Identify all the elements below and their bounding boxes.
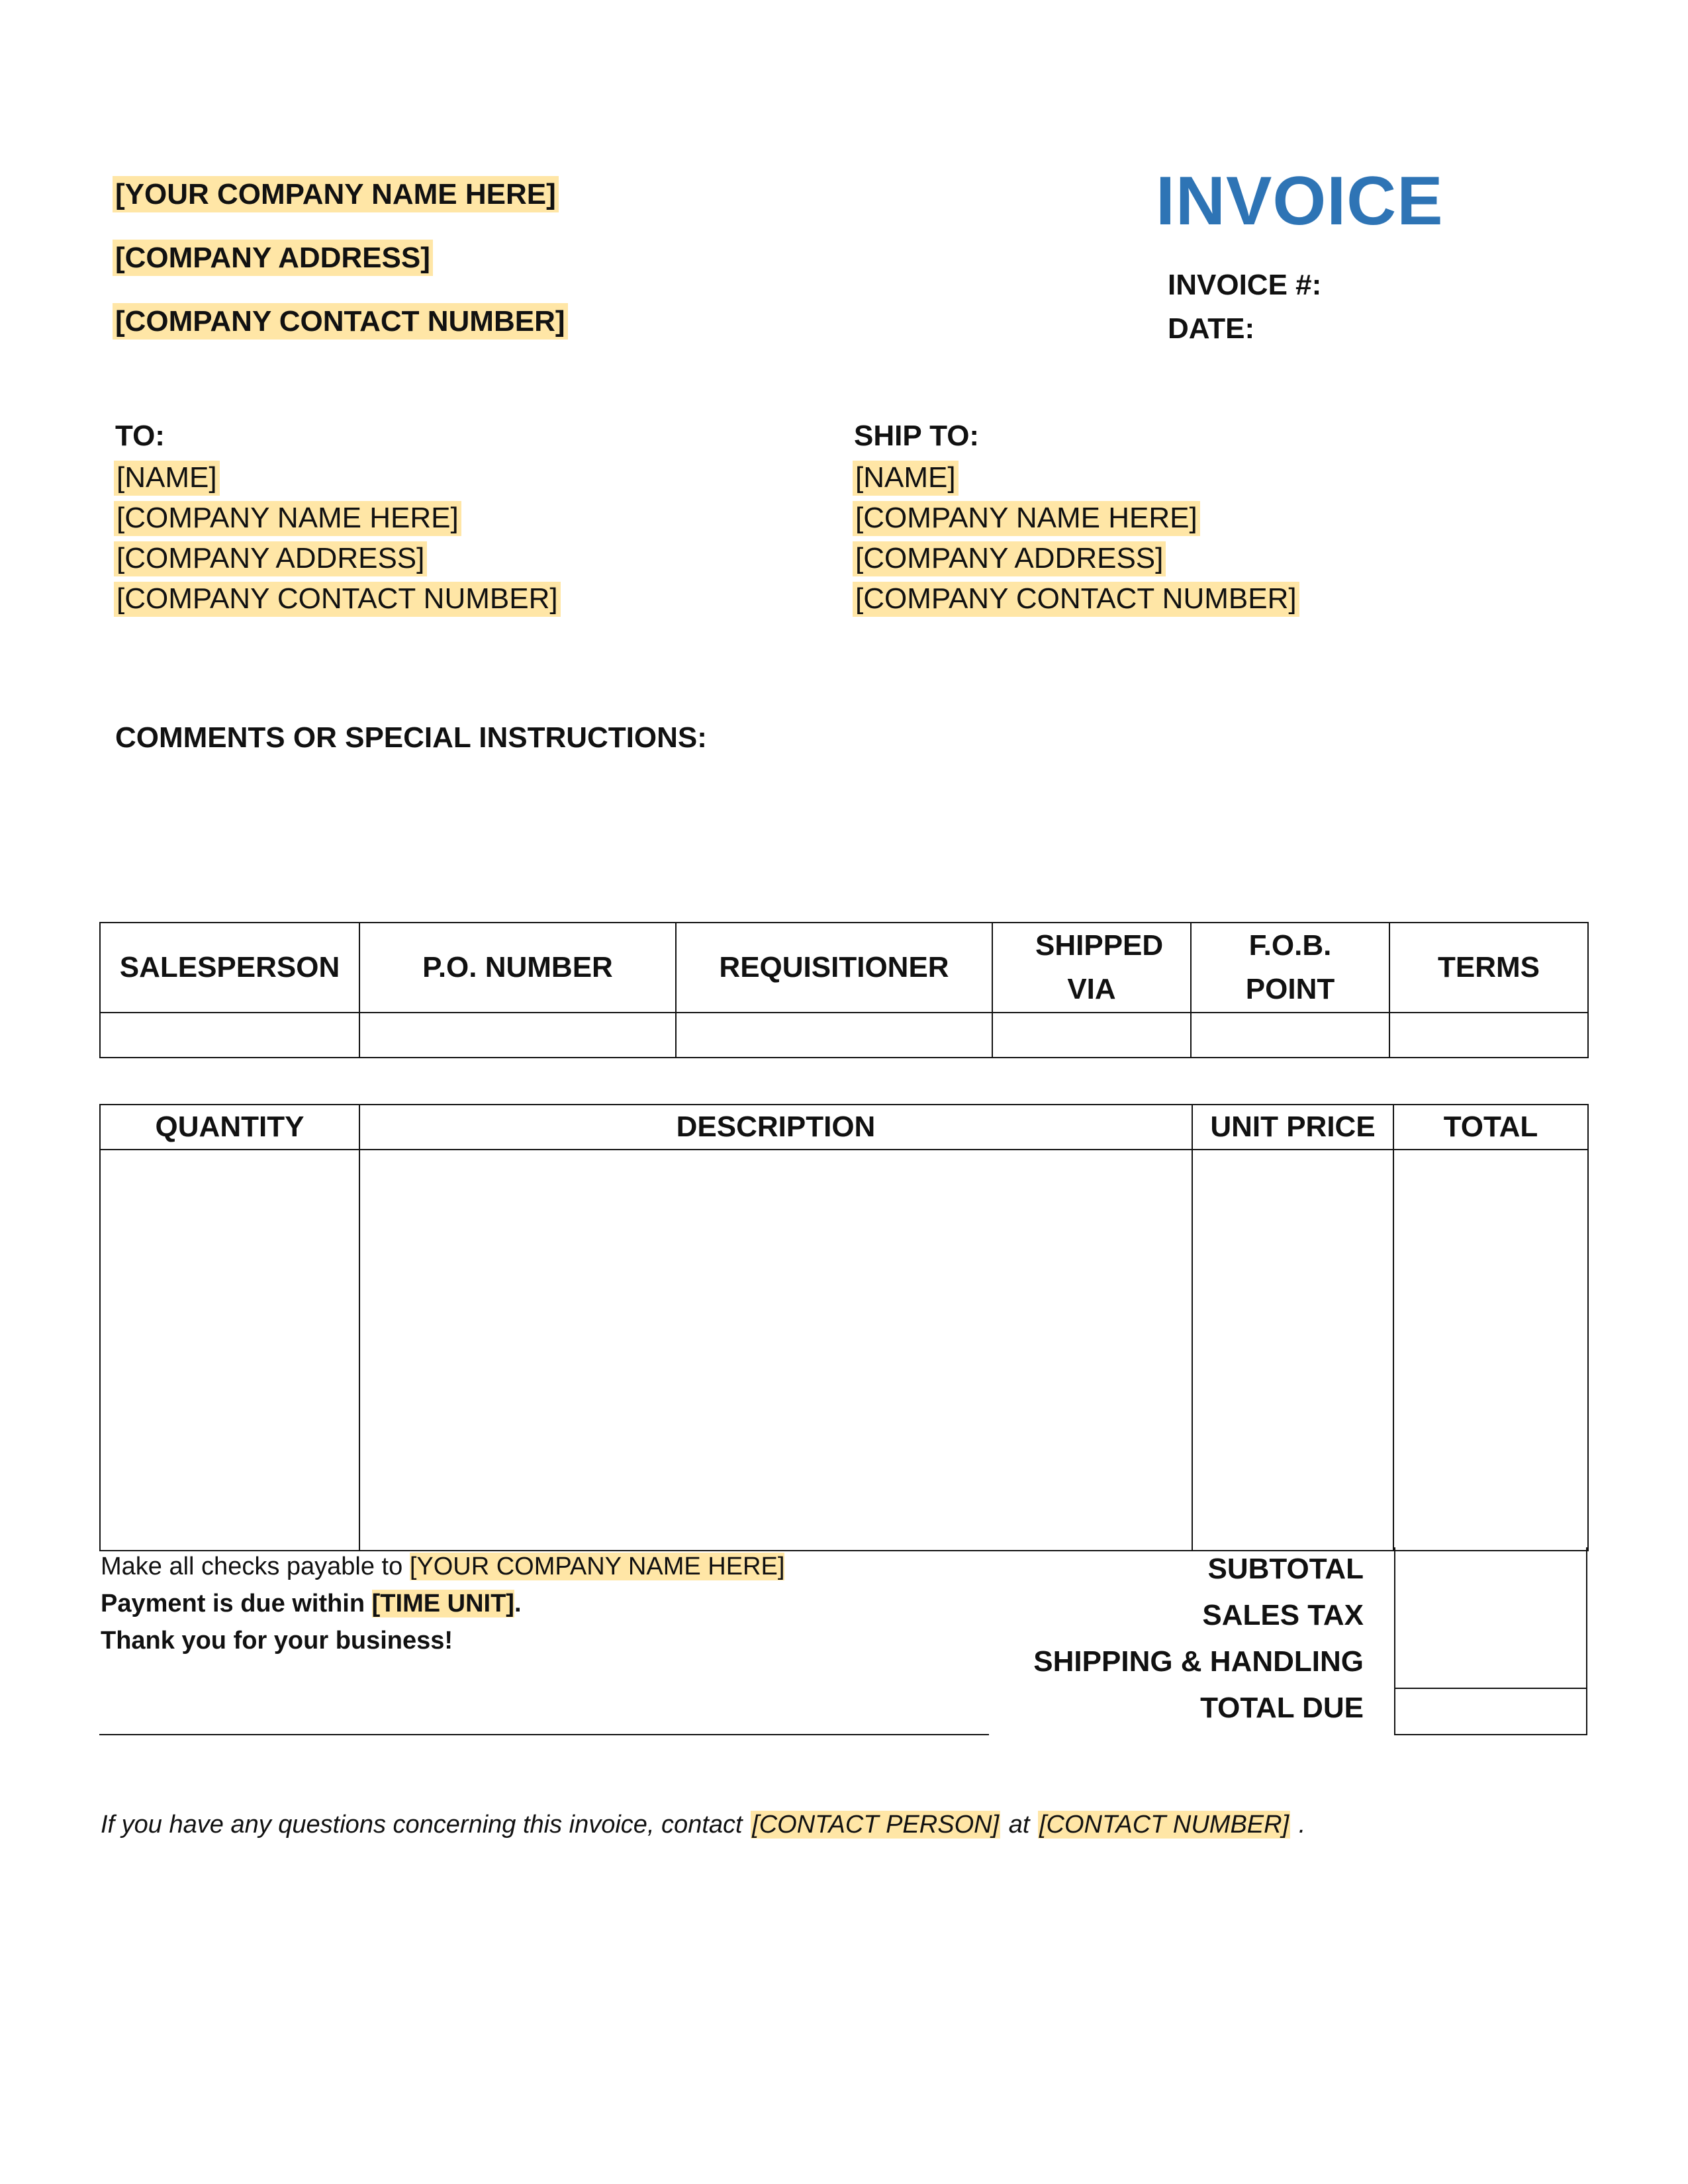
company-contact: [COMPANY CONTACT NUMBER] <box>113 303 568 340</box>
header-po-number: P.O. NUMBER <box>359 923 676 1013</box>
order-info-header-row <box>100 923 1588 1013</box>
company-name: [YOUR COMPANY NAME HERE] <box>113 176 559 212</box>
ship-to-name: [NAME] <box>853 461 959 496</box>
terms-cell[interactable] <box>1389 1013 1588 1058</box>
date-label: DATE: <box>1168 312 1255 345</box>
header-unit-price: UNIT PRICE <box>1192 1105 1393 1150</box>
footer-middle: at <box>1008 1811 1030 1839</box>
header-description: DESCRIPTION <box>359 1105 1192 1150</box>
sales-tax-label: SALES TAX <box>1202 1599 1364 1631</box>
header-total: TOTAL <box>1393 1105 1588 1150</box>
to-name: [NAME] <box>114 461 220 496</box>
shipped-via-cell[interactable] <box>992 1013 1191 1058</box>
quantity-cell[interactable] <box>100 1150 359 1551</box>
to-heading: TO: <box>115 420 165 452</box>
requisitioner-cell[interactable] <box>676 1013 992 1058</box>
ship-to-company-name: [COMPANY NAME HERE] <box>853 501 1200 536</box>
subtotal-tax-shipping-box[interactable] <box>1394 1547 1587 1689</box>
comments-label: COMMENTS OR SPECIAL INSTRUCTIONS: <box>115 721 707 754</box>
line-items-header-row <box>100 1105 1588 1150</box>
thank-you-line: Thank you for your business! <box>101 1627 453 1655</box>
total-due-label: TOTAL DUE <box>1200 1692 1364 1724</box>
signature-line <box>99 1734 989 1735</box>
header-shipped-via <box>992 923 1191 1013</box>
invoice-title: INVOICE <box>1156 163 1444 240</box>
header-quantity: QUANTITY <box>100 1105 359 1150</box>
fob-point-cell[interactable] <box>1191 1013 1389 1058</box>
header-terms: TERMS <box>1389 923 1588 1013</box>
header-fob-point <box>1191 923 1389 1013</box>
footer-prefix: If you have any questions concerning this invoice, contact <box>101 1811 743 1839</box>
footer-suffix: . <box>1298 1811 1306 1839</box>
order-info-table <box>99 922 1589 1058</box>
payment-due-suffix: . <box>514 1590 522 1617</box>
company-address: [COMPANY ADDRESS] <box>113 240 433 276</box>
to-company-address: [COMPANY ADDRESS] <box>114 541 427 576</box>
payment-due-prefix: Payment is due within <box>101 1590 365 1617</box>
subtotal-label: SUBTOTAL <box>1207 1553 1364 1585</box>
total-cell[interactable] <box>1393 1150 1588 1551</box>
total-due-box[interactable] <box>1394 1688 1587 1735</box>
shipping-handling-label: SHIPPING & HANDLING <box>1033 1645 1364 1678</box>
checks-payable-company: [YOUR COMPANY NAME HERE] <box>409 1553 785 1580</box>
footer-contact-number: [CONTACT NUMBER] <box>1039 1811 1289 1839</box>
header-requisitioner: REQUISITIONER <box>676 923 992 1013</box>
footer-contact-person: [CONTACT PERSON] <box>752 1811 1000 1839</box>
invoice-number-label: INVOICE #: <box>1168 269 1322 301</box>
header-fob-point-text: F.O.B. POINT <box>1245 929 1335 1005</box>
ship-to-company-contact: [COMPANY CONTACT NUMBER] <box>853 582 1299 617</box>
ship-to-company-address: [COMPANY ADDRESS] <box>853 541 1166 576</box>
payment-due-unit: [TIME UNIT] <box>371 1590 514 1617</box>
header-shipped-via-text: SHIPPED VIA <box>1035 929 1164 1005</box>
line-items-table <box>99 1104 1589 1551</box>
unit-price-cell[interactable] <box>1192 1150 1393 1551</box>
questions-footer <box>99 1811 1307 1839</box>
to-company-contact: [COMPANY CONTACT NUMBER] <box>114 582 561 617</box>
order-info-row <box>100 1013 1588 1058</box>
line-items-body-row <box>100 1150 1588 1551</box>
to-company-name: [COMPANY NAME HERE] <box>114 501 461 536</box>
salesperson-cell[interactable] <box>100 1013 359 1058</box>
payment-due-line <box>101 1590 522 1618</box>
checks-payable-prefix: Make all checks payable to <box>101 1553 403 1580</box>
ship-to-heading: SHIP TO: <box>854 420 980 452</box>
header-salesperson: SALESPERSON <box>100 923 359 1013</box>
description-cell[interactable] <box>359 1150 1192 1551</box>
po-number-cell[interactable] <box>359 1013 676 1058</box>
checks-payable-line <box>101 1553 784 1581</box>
